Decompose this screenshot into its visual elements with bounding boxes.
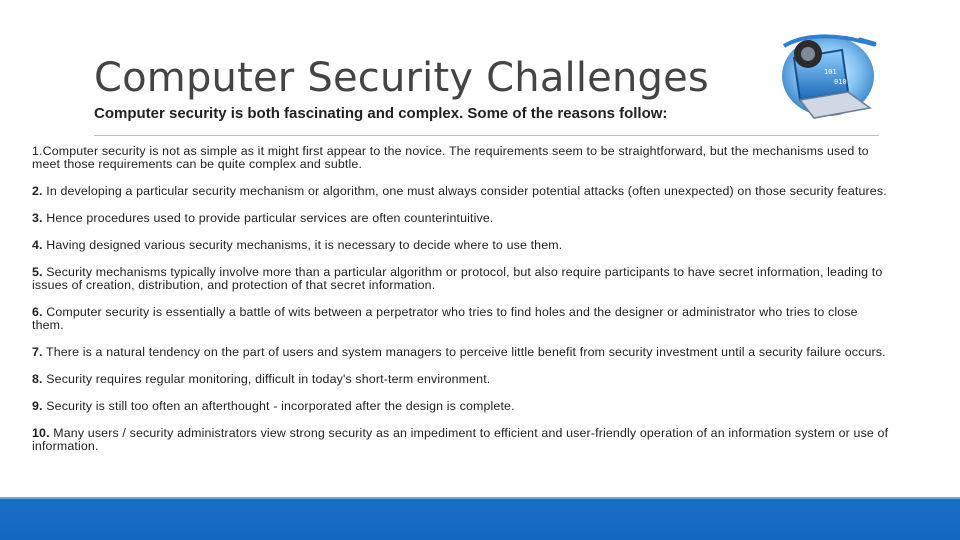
list-item [32,266,892,292]
item-text: Hence procedures used to provide particular services are often counterintuitive. [42,211,494,225]
svg-text:101: 101 [824,68,837,76]
item-number: 5. [32,265,43,279]
laptop-security-icon [764,28,880,120]
item-text: Security is still too often an afterthought - incorporated after the design is complete. [42,399,515,413]
slide-subtitle: Computer security is both fascinating and complex. Some of the reasons follow: [94,105,668,122]
challenge-list [32,145,892,467]
item-number: 10. [32,426,50,440]
list-item [32,145,892,171]
item-text: Security requires regular monitoring, difficult in today's short-term environment. [42,372,491,386]
item-number: 3. [32,211,43,225]
list-item [32,212,892,225]
list-item [32,346,892,359]
item-text: Having designed various security mechanisms, it is necessary to decide where to use them. [42,238,563,252]
item-text: There is a natural tendency on the part of users and system managers to perceive little benefit from security investment until a security failure occurs. [42,345,886,359]
item-number: 1. [32,144,43,158]
item-number: 9. [32,399,43,413]
item-number: 2. [32,184,43,198]
item-text: Security mechanisms typically involve more than a particular algorithm or protocol, but also require participants to have secret information, leading to issues of creation, distribution, and protection of that secret information. [32,265,883,292]
list-item [32,400,892,413]
item-number: 7. [32,345,43,359]
list-item [32,427,892,453]
item-text: In developing a particular security mechanism or algorithm, one must always consider potential attacks (often unexpected) on those security features. [42,184,887,198]
svg-text:010: 010 [834,78,847,86]
list-item [32,185,892,198]
list-item [32,239,892,252]
item-text: Computer security is not as simple as it might first appear to the novice. The requirements seem to be straightforward, but the mechanisms used to meet those requirements can be quite complex and subtle. [32,144,869,171]
list-item [32,373,892,386]
item-text: Many users / security administrators view strong security as an impediment to efficient and user-friendly operation of an information system or use of information. [32,426,889,453]
item-text: Computer security is essentially a battle of wits between a perpetrator who tries to find holes and the designer or administrator who tries to close them. [32,305,858,332]
list-item [32,306,892,332]
item-number: 4. [32,238,43,252]
item-number: 6. [32,305,43,319]
title-divider [94,135,879,136]
slide-title: Computer Security Challenges [94,55,709,101]
footer-bar [0,499,960,540]
item-number: 8. [32,372,43,386]
